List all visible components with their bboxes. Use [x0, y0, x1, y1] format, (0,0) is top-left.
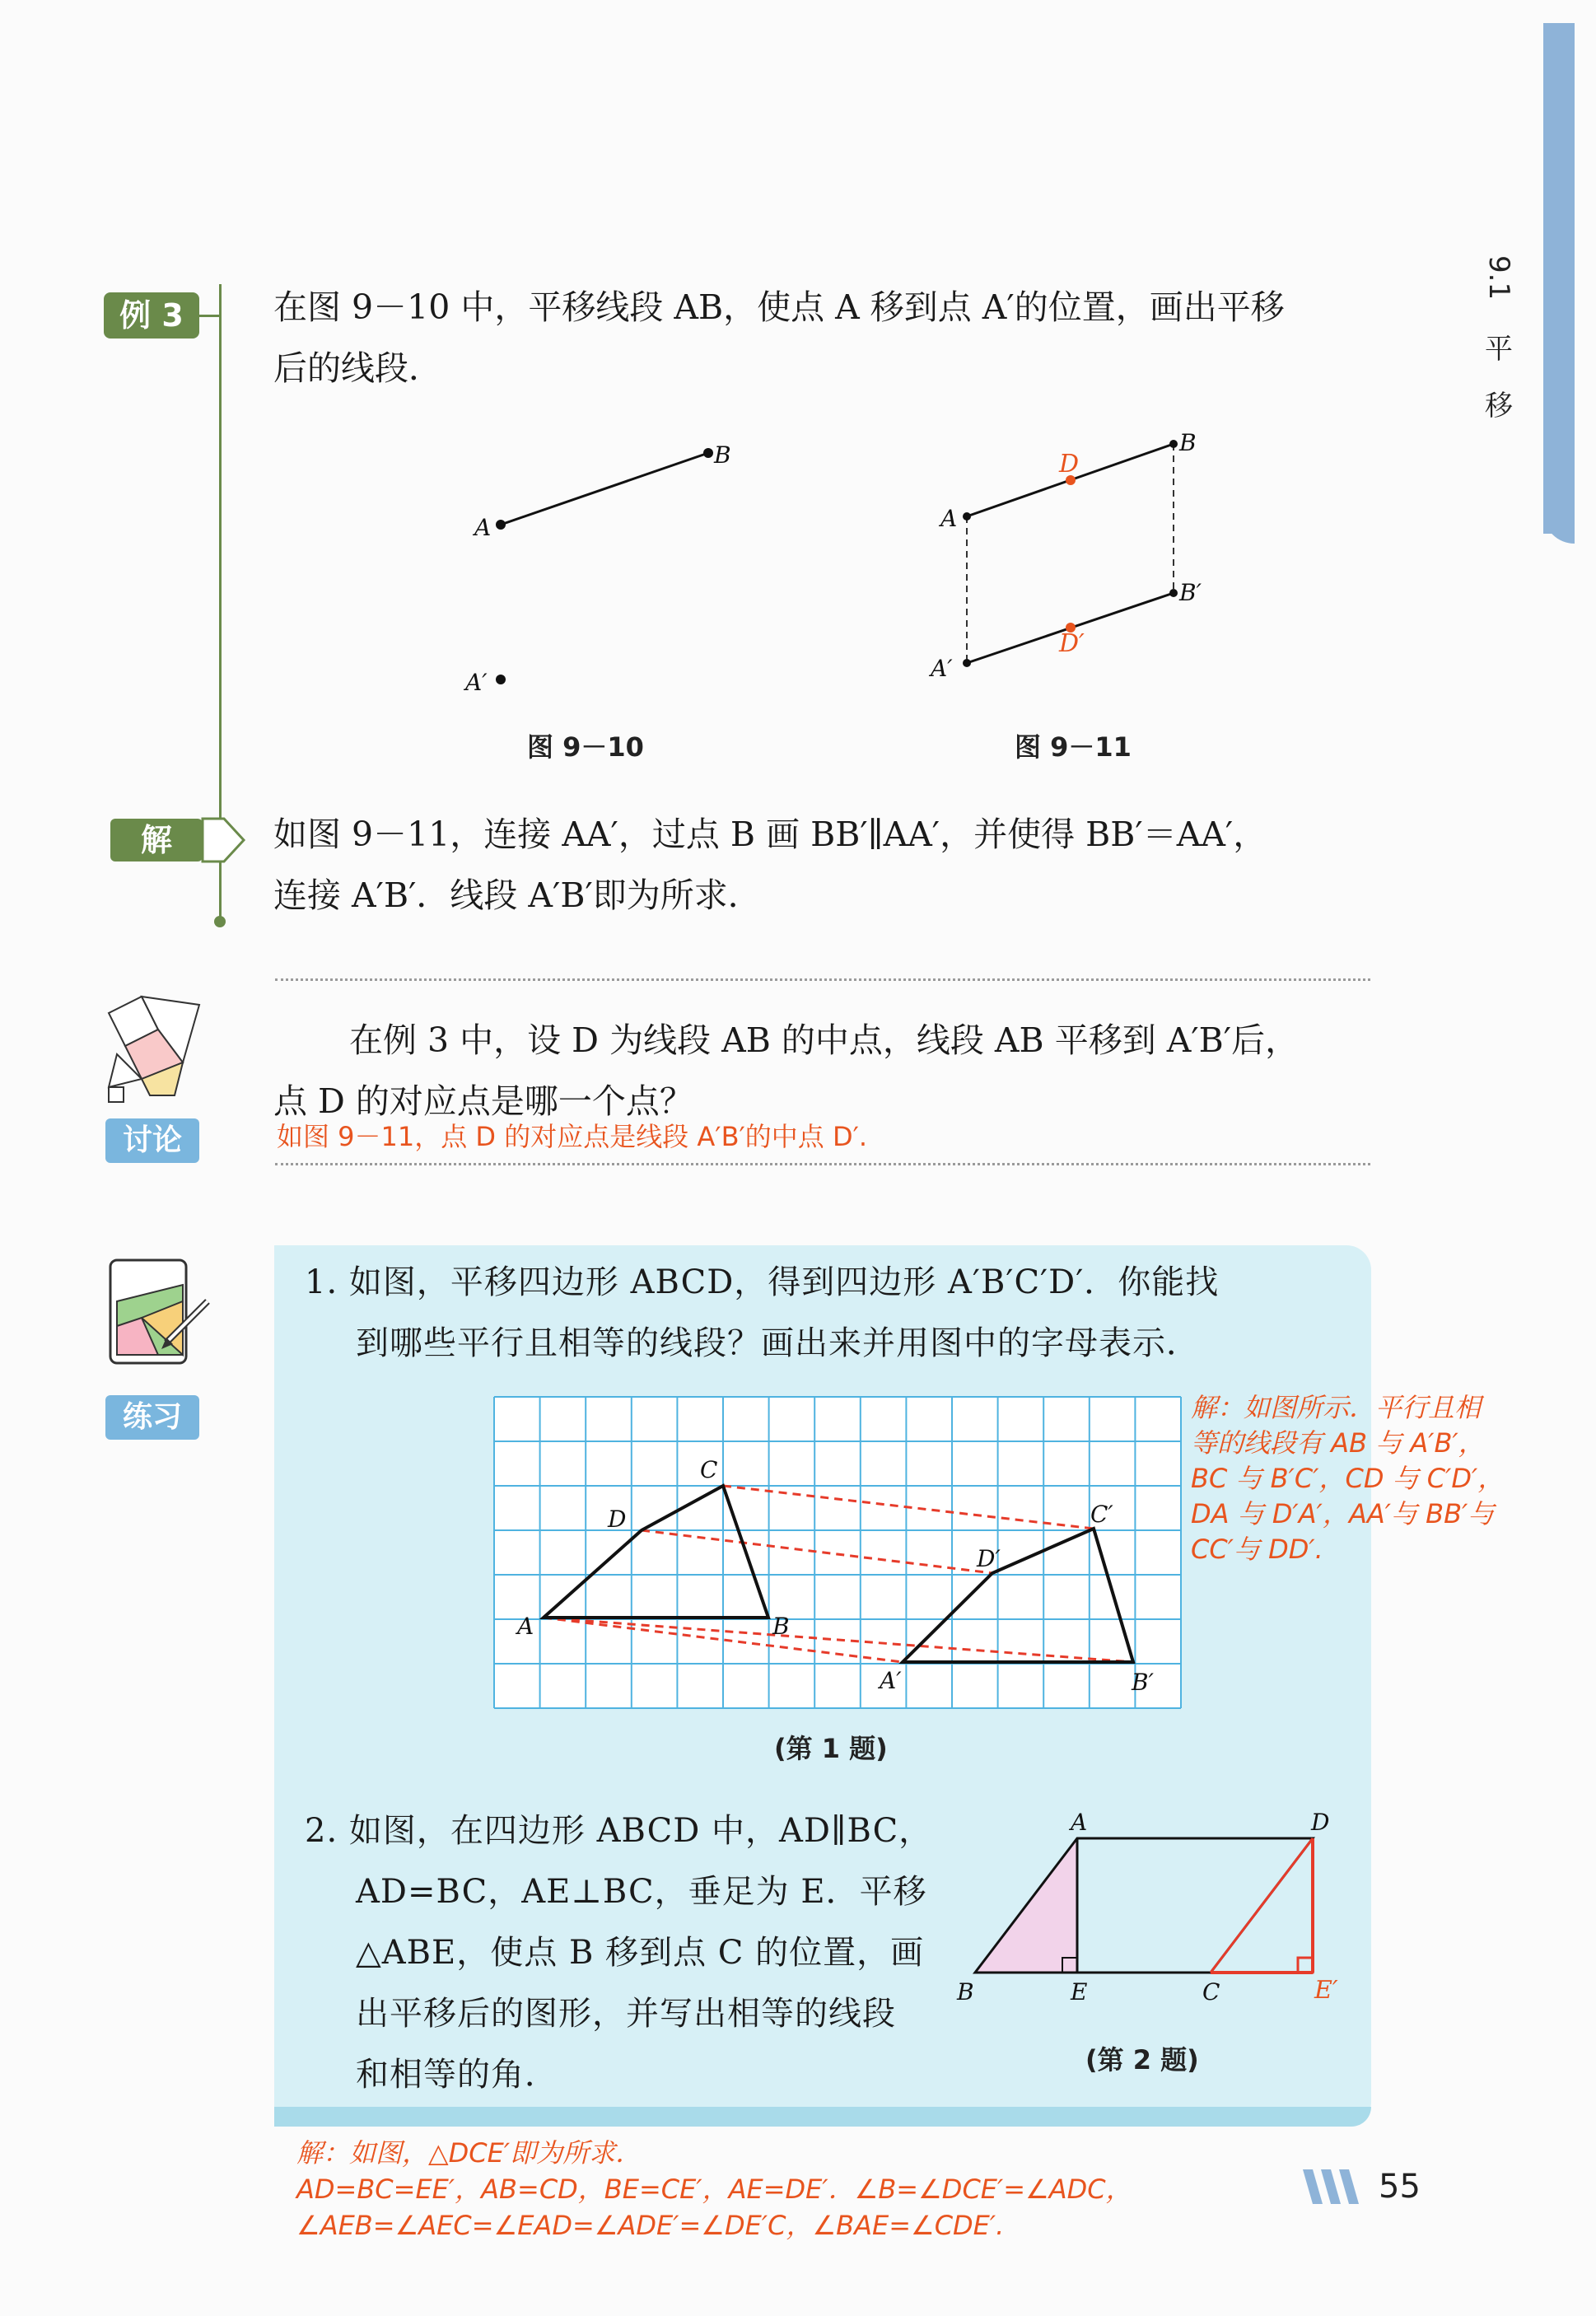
point-a — [496, 520, 506, 530]
discussion-badge: 讨论 — [105, 1118, 199, 1163]
right-angle-e-prime — [1298, 1958, 1313, 1973]
example-text-line1: 在图 9－10 中，平移线段 AB，使点 A 移到点 A′的位置，画出平移 — [273, 287, 1285, 327]
q2-answer — [296, 2135, 1367, 2244]
q1-answer-line4: DA 与 D′A′，AA′与 BB′与 — [1191, 1498, 1495, 1529]
q1-answer-line2: 等的线段有 AB 与 A′B′， — [1191, 1427, 1485, 1459]
label-a: A — [517, 1613, 534, 1640]
practice-panel-bottom — [274, 2107, 1371, 2127]
q2-line1: 2. 如图，在四边形 ABCD 中，AD∥BC， — [305, 1812, 933, 1850]
page-stripes-icon — [1298, 2168, 1372, 2206]
label-b: B — [772, 1613, 790, 1640]
label-b-prime: B′ — [1179, 579, 1202, 606]
figure-9-11 — [922, 424, 1235, 704]
example-badge: 例 3 — [104, 292, 199, 339]
label-c: C — [1202, 1978, 1220, 2005]
q2-answer-line1: 解：如图，△DCE′即为所求． — [296, 2137, 642, 2169]
caption-q2: (第 2 题) — [1085, 2044, 1199, 2076]
point-a-prime — [963, 659, 971, 667]
label-b-prime: B′ — [1132, 1669, 1154, 1696]
solution-text-line2: 连接 A′B′．线段 A′B′即为所求． — [273, 876, 762, 915]
practice-badge: 练习 — [105, 1395, 199, 1440]
discussion-bottom-divider — [275, 1163, 1370, 1165]
q1-answer-line3: BC 与 B′C′，CD 与 C′D′， — [1191, 1463, 1505, 1494]
solution-text-line1: 如图 9－11，连接 AA′，过点 B 画 BB′∥AA′，并使得 BB′＝AA′， — [273, 815, 1267, 854]
caption-fig-9-11: 图 9－11 — [1015, 731, 1132, 763]
q2-line4: 出平移后的图形，并写出相等的线段 — [356, 1995, 896, 2033]
example-line-end-dot — [214, 916, 226, 927]
discussion-answer: 如图 9－11，点 D 的对应点是线段 A′B′的中点 D′. — [277, 1121, 868, 1152]
q1-text-line1: 1. 如图，平移四边形 ABCD，得到四边形 A′B′C′D′．你能找 — [305, 1263, 1220, 1301]
segment-cd-red — [1211, 1838, 1313, 1973]
label-b: B — [1179, 429, 1197, 456]
example-badge-connector — [199, 315, 221, 317]
side-tab-curve — [1543, 494, 1575, 544]
q1-answer-line5: CC′与 DD′. — [1191, 1534, 1323, 1565]
label-a: A — [940, 505, 958, 532]
label-d-prime: D′ — [1059, 629, 1085, 658]
q2-answer-line2: AD=BC=EE′，AB=CD，BE=CE′，AE=DE′．∠B=∠DCE′=∠ADC， — [296, 2174, 1132, 2205]
label-d: D — [1059, 450, 1080, 479]
label-a-prime: A′ — [931, 655, 953, 682]
label-a: A — [474, 514, 492, 541]
caption-q1: (第 1 题) — [774, 1733, 888, 1764]
label-c-prime: C′ — [1090, 1501, 1113, 1528]
discussion-text-line2: 点 D 的对应点是哪一个点？ — [273, 1081, 693, 1121]
q1-answer-line1: 解：如图所示．平行且相 — [1191, 1392, 1482, 1423]
q2-line5: 和相等的角． — [356, 2056, 558, 2094]
label-e: E — [1071, 1978, 1088, 2005]
q2-figure — [947, 1804, 1359, 2018]
label-a-prime: A′ — [880, 1667, 902, 1694]
q2-answer-line3: ∠AEB=∠AEC=∠EAD=∠ADE′=∠DE′C，∠BAE=∠CDE′. — [296, 2210, 1005, 2241]
label-d: D — [608, 1506, 627, 1533]
side-tab-bar — [1543, 23, 1575, 534]
solution-badge-label: 解 — [110, 819, 203, 861]
practice-notebook-icon — [92, 1252, 216, 1375]
q1-answer — [1191, 1390, 1570, 1567]
segment-ab — [501, 453, 708, 525]
caption-fig-9-10: 图 9－10 — [527, 731, 644, 763]
page-number: 55 — [1379, 2168, 1421, 2206]
example-text-line2: 后的线段． — [273, 348, 442, 388]
section-title-char-2: 移 — [1485, 390, 1513, 423]
label-d-prime: D′ — [977, 1545, 1001, 1572]
solution-arrow-icon — [201, 815, 250, 865]
q2-text — [305, 1800, 964, 2105]
section-number: 9.1 — [1482, 255, 1515, 301]
label-b: B — [957, 1978, 974, 2005]
label-a-prime: A′ — [465, 669, 488, 696]
discussion-top-divider — [275, 978, 1370, 981]
discussion-tangram-icon — [92, 988, 208, 1104]
solution-badge — [110, 819, 244, 861]
point-b — [703, 448, 713, 458]
section-title-char-1: 平 — [1485, 333, 1513, 366]
label-b: B — [714, 441, 731, 469]
label-e-prime: E′ — [1314, 1976, 1338, 2005]
q2-line3: △ABE，使点 B 移到点 C 的位置，画 — [356, 1934, 925, 1972]
q1-text-line2: 到哪些平行且相等的线段？画出来并用图中的字母表示． — [356, 1324, 1200, 1362]
label-d: D — [1311, 1809, 1330, 1836]
discussion-text-line1: 在例 3 中，设 D 为线段 AB 的中点，线段 AB 平移到 A′B′后， — [349, 1020, 1300, 1060]
side-tab-text — [1482, 247, 1515, 423]
label-c: C — [700, 1456, 718, 1483]
q2-line2: AD=BC，AE⊥BC，垂足为 E．平移 — [356, 1873, 927, 1911]
q1-grid-figure — [492, 1395, 1184, 1711]
point-b — [1169, 440, 1178, 448]
label-a: A — [1071, 1809, 1088, 1836]
point-b-prime — [1169, 589, 1178, 597]
figure-9-10 — [445, 428, 758, 708]
point-a — [963, 512, 971, 521]
point-a-prime — [496, 675, 506, 684]
